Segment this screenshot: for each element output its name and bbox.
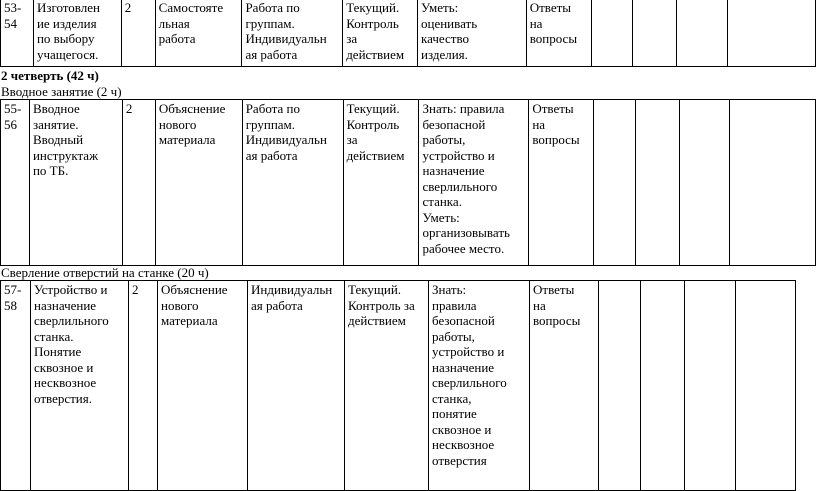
quarter-heading: 2 четверть (42 ч) [1, 68, 99, 83]
lesson-table-row-57-58 [0, 280, 796, 491]
empty-cell [677, 0, 728, 67]
table-row [1, 100, 816, 266]
lesson-hours: 2 [122, 100, 155, 266]
control-form: Ответы на вопросы [526, 0, 591, 67]
activity-type: Работа по группам. Индивидуальн ая работа [242, 100, 343, 266]
control-type: Текущий. Контроль за действием [343, 0, 418, 67]
planned-results: Знать: правила безопасной работы, устройство и назначение сверлильного станка, понятие сквозное и несквозное отверстия [429, 281, 530, 491]
lesson-number: 57- 58 [1, 281, 31, 491]
planned-results: Знать: правила безопасной работы, устройство и назначение сверлильного станка. Уметь: организовывать рабочее место. [419, 100, 529, 266]
empty-cell [633, 0, 677, 67]
planned-results: Уметь: оценивать качество изделия. [418, 0, 527, 67]
empty-cell [736, 281, 796, 491]
empty-cell [728, 0, 816, 67]
empty-cell [680, 100, 730, 266]
lesson-number: 53- 54 [1, 0, 34, 67]
empty-cell [730, 100, 816, 266]
lesson-topic: Изготовлен ие изделия по выбору учащегося. [33, 0, 121, 67]
lesson-table-row-55-56 [0, 99, 816, 266]
table-row [1, 0, 816, 67]
section-heading-intro: Вводное занятие (2 ч) [1, 84, 122, 99]
lesson-type: Самостояте льная работа [155, 0, 242, 67]
section-heading-drilling: Сверление отверстий на станке (20 ч) [1, 265, 209, 280]
empty-cell [641, 281, 685, 491]
empty-cell [636, 100, 680, 266]
table-row [1, 281, 796, 491]
lesson-table-row-53-54 [0, 0, 816, 67]
lesson-hours: 2 [121, 0, 155, 67]
lesson-type: Объяснение нового материала [155, 100, 242, 266]
empty-cell [594, 100, 636, 266]
lesson-topic: Устройство и назначение сверлильного станка. Понятие сквозное и несквозное отверстия. [31, 281, 129, 491]
control-type: Текущий. Контроль за действием [345, 281, 429, 491]
control-form: Ответы на вопросы [530, 281, 599, 491]
empty-cell [599, 281, 641, 491]
control-type: Текущий. Контроль за действием [343, 100, 419, 266]
lesson-topic: Вводное занятие. Вводный инструктаж по ТБ. [29, 100, 122, 266]
empty-cell [591, 0, 633, 67]
lesson-number: 55- 56 [1, 100, 30, 266]
empty-cell [685, 281, 736, 491]
lesson-type: Объяснение нового материала [158, 281, 248, 491]
control-form: Ответы на вопросы [529, 100, 594, 266]
activity-type: Индивидуальн ая работа [248, 281, 345, 491]
lesson-hours: 2 [129, 281, 158, 491]
activity-type: Работа по группам. Индивидуальн ая работа [242, 0, 343, 67]
